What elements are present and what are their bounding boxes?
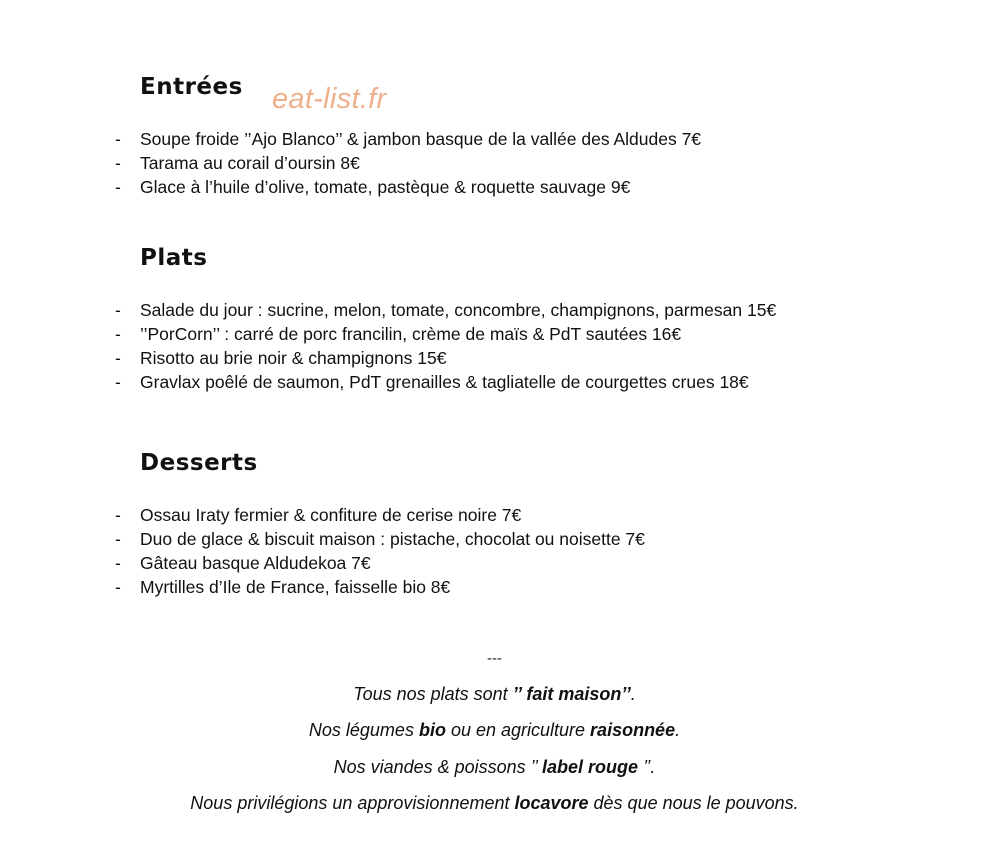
menu-item-text: ’’PorCorn’’ : carré de porc francilin, crème de maïs & PdT sautées 16€ — [140, 324, 682, 344]
footer-text: Nos légumes — [308, 720, 419, 740]
separator: --- — [487, 650, 502, 667]
bullet-dash: - — [115, 577, 121, 597]
footer-text: ’’. — [638, 757, 656, 777]
bullet-dash: - — [115, 177, 121, 197]
footer-text: . — [630, 684, 636, 704]
footer-text: . — [675, 720, 681, 740]
section-title-desserts: Desserts — [140, 450, 258, 476]
bullet-dash: - — [115, 505, 121, 525]
menu-item-text: Glace à l’huile d’olive, tomate, pastèque & roquette sauvage 9€ — [140, 177, 631, 197]
menu-item-text: Risotto au brie noir & champignons 15€ — [140, 348, 447, 368]
menu-item-text: Gâteau basque Aldudekoa 7€ — [140, 553, 371, 573]
footer-emphasis: label rouge — [542, 757, 639, 777]
menu-item-text: Tarama au corail d’oursin 8€ — [140, 153, 360, 173]
bullet-dash: - — [115, 372, 121, 392]
bullet-dash: - — [115, 129, 121, 149]
footer-text: Nous privilégions un approvisionnement — [190, 793, 515, 813]
footer-text: Tous nos plats sont — [353, 684, 513, 704]
bullet-dash: - — [115, 529, 121, 549]
menu-item-text: Ossau Iraty fermier & confiture de cerise noire 7€ — [140, 505, 522, 525]
footer-line-fait-maison — [0, 684, 989, 705]
footer-emphasis: bio — [418, 720, 446, 740]
footer-emphasis: locavore — [514, 793, 589, 813]
bullet-dash: - — [115, 553, 121, 573]
footer-text: ou en agriculture — [445, 720, 591, 740]
bullet-dash: - — [115, 153, 121, 173]
section-title-entrees: Entrées — [140, 74, 243, 100]
footer-text: dès que nous le pouvons. — [588, 793, 799, 813]
footer-line-legumes — [0, 720, 989, 741]
section-title-plats: Plats — [140, 245, 208, 271]
menu-item-text: Myrtilles d’Ile de France, faisselle bio 8€ — [140, 577, 451, 597]
bullet-dash: - — [115, 300, 121, 320]
watermark: eat-list.fr — [272, 83, 387, 115]
menu-item-text: Salade du jour : sucrine, melon, tomate, concombre, champignons, parmesan 15€ — [140, 300, 777, 320]
bullet-dash: - — [115, 348, 121, 368]
footer-line-locavore — [0, 793, 989, 814]
footer-text: Nos viandes & poissons ’’ — [333, 757, 543, 777]
footer-emphasis: ’’ fait maison’’ — [512, 684, 631, 704]
menu-item-text: Duo de glace & biscuit maison : pistache, chocolat ou noisette 7€ — [140, 529, 645, 549]
menu-item-text: Gravlax poêlé de saumon, PdT grenailles & tagliatelle de courgettes crues 18€ — [140, 372, 749, 392]
footer-emphasis: raisonnée — [590, 720, 676, 740]
footer-line-viandes — [0, 757, 989, 778]
menu-item-text: Soupe froide ’’Ajo Blanco’’ & jambon basque de la vallée des Aldudes 7€ — [140, 129, 702, 149]
bullet-dash: - — [115, 324, 121, 344]
